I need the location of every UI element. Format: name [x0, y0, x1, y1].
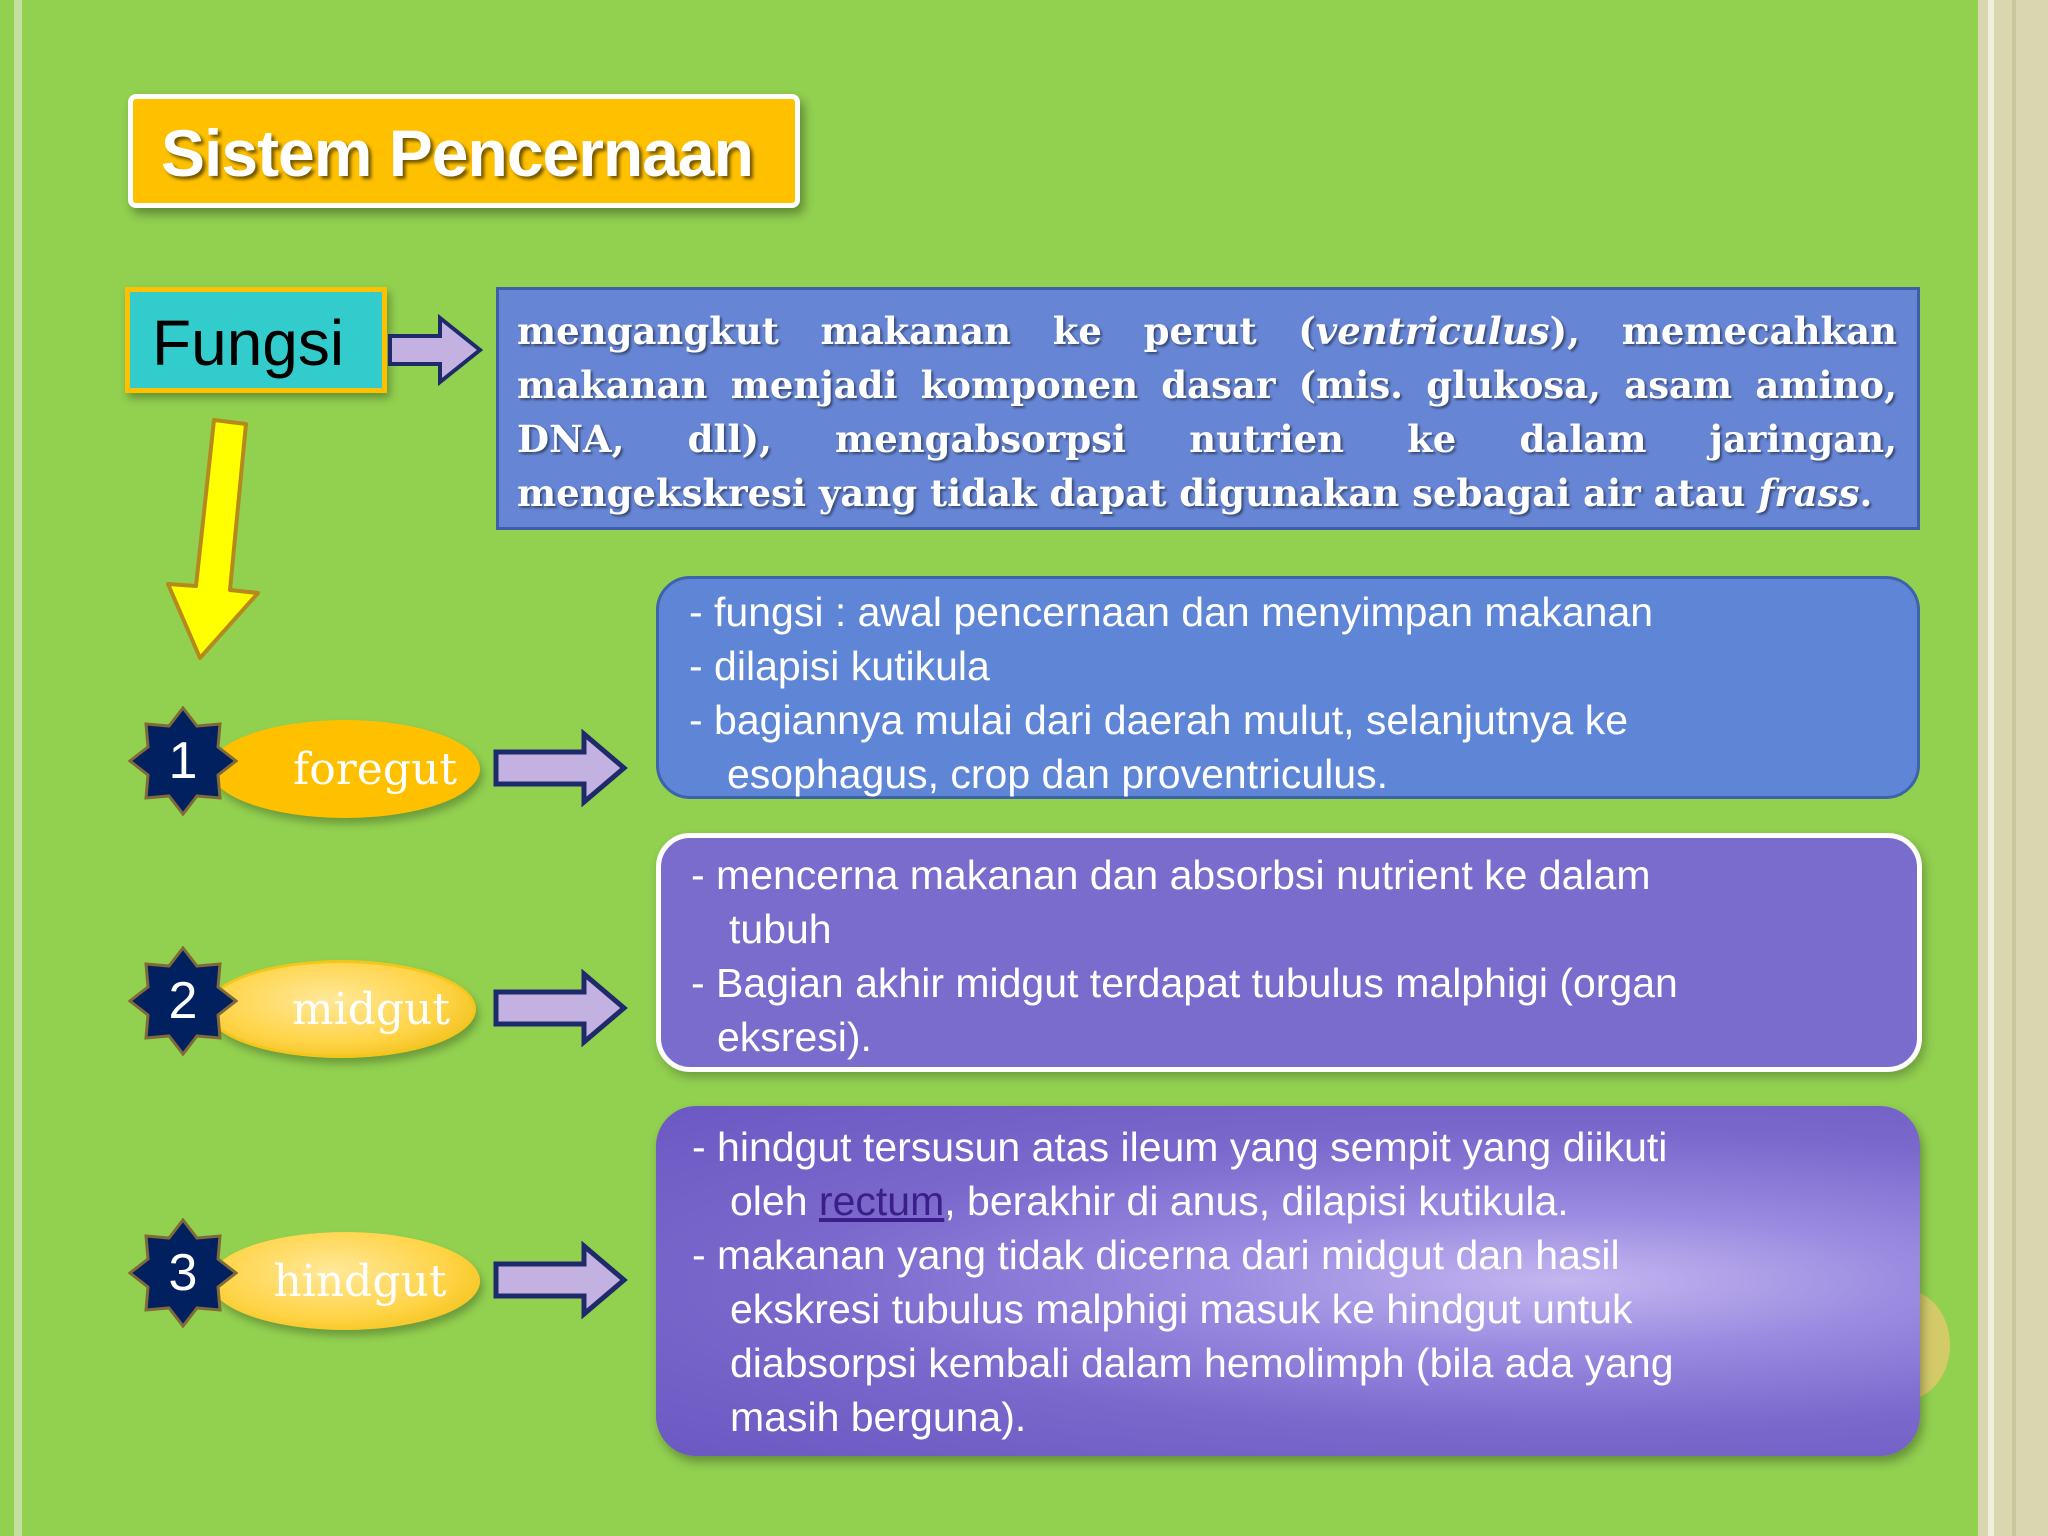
- section-number-3: 3: [168, 1244, 198, 1302]
- hindgut-line-3: - makanan yang tidak dicerna dari midgut dan hasil: [692, 1232, 1620, 1278]
- fungsi-box: [125, 287, 387, 393]
- foregut-label: foregut: [292, 743, 458, 795]
- midgut-line-1: - mencerna makanan dan absorbsi nutrient ke dalam: [691, 852, 1651, 898]
- hindgut-label: hindgut: [273, 1255, 447, 1307]
- foregut-card: [656, 576, 1920, 799]
- page-title: Sistem Pencernaan: [161, 116, 753, 190]
- foregut-line-1: - fungsi : awal pencernaan dan menyimpan makanan: [689, 589, 1654, 635]
- description-text-2: ), memecahkan makanan menjadi komponen dasar (mis. glukosa, asam amino, DNA, dll), mengabsorpsi nutrien ke dalam jaringan, mengekskresi yang tidak dapat digunakan sebagai air atau: [517, 309, 1897, 515]
- section-number-2: 2: [168, 972, 198, 1030]
- eight-point-star-icon: [128, 706, 238, 816]
- midgut-label-ellipse: [206, 960, 476, 1058]
- frame-right-stripe: [1988, 0, 1994, 1536]
- foregut-label-ellipse: [210, 720, 480, 818]
- hindgut-line-6: masih berguna).: [730, 1394, 1027, 1440]
- hindgut-line-2-suffix: , berakhir di anus, dilapisi kutikula.: [944, 1178, 1569, 1224]
- midgut-label: midgut: [291, 983, 451, 1035]
- frame-left-border: [14, 0, 22, 1536]
- fungsi-description: [496, 287, 1920, 530]
- title-box: [128, 94, 800, 208]
- rectum-link[interactable]: rectum: [818, 1178, 945, 1224]
- midgut-line-2: tubuh: [729, 906, 832, 952]
- right-arrow-icon: [388, 314, 484, 386]
- midgut-line-3: - Bagian akhir midgut terdapat tubulus malphigi (organ: [691, 960, 1678, 1006]
- hindgut-card: [656, 1106, 1920, 1456]
- midgut-line-4: eksresi).: [717, 1014, 872, 1060]
- foregut-line-4: esophagus, crop dan proventriculus.: [727, 751, 1388, 797]
- midgut-card: [656, 833, 1922, 1072]
- right-arrow-icon: [492, 1242, 628, 1318]
- section-number-1: 1: [168, 732, 198, 790]
- hindgut-line-5: diabsorpsi kembali dalam hemolimph (bila ada yang: [730, 1340, 1674, 1386]
- description-text-3: .: [1859, 471, 1873, 515]
- hindgut-line-2: [692, 1174, 1920, 1228]
- right-arrow-icon: [492, 970, 628, 1046]
- description-italic-frass: frass: [1758, 471, 1860, 515]
- foregut-line-2: - dilapisi kutikula: [689, 643, 990, 689]
- eight-point-star-icon: [128, 946, 238, 1056]
- hindgut-line-1: - hindgut tersusun atas ileum yang sempit yang diikuti: [692, 1124, 1668, 1170]
- description-text-1: mengangkut makanan ke perut (: [517, 309, 1316, 353]
- description-italic-ventriculus: ventriculus: [1315, 309, 1550, 353]
- frame-right-stripe-2: [2012, 0, 2016, 1536]
- eight-point-star-icon: [128, 1218, 238, 1328]
- hindgut-label-ellipse: [210, 1232, 480, 1330]
- fungsi-label: Fungsi: [152, 307, 345, 379]
- hindgut-line-4: ekskresi tubulus malphigi masuk ke hindgut untuk: [730, 1286, 1633, 1332]
- foregut-line-3: - bagiannya mulai dari daerah mulut, selanjutnya ke: [689, 697, 1628, 743]
- hindgut-line-2-prefix: oleh: [730, 1178, 819, 1224]
- down-arrow-icon: [160, 418, 260, 663]
- right-arrow-icon: [492, 730, 628, 806]
